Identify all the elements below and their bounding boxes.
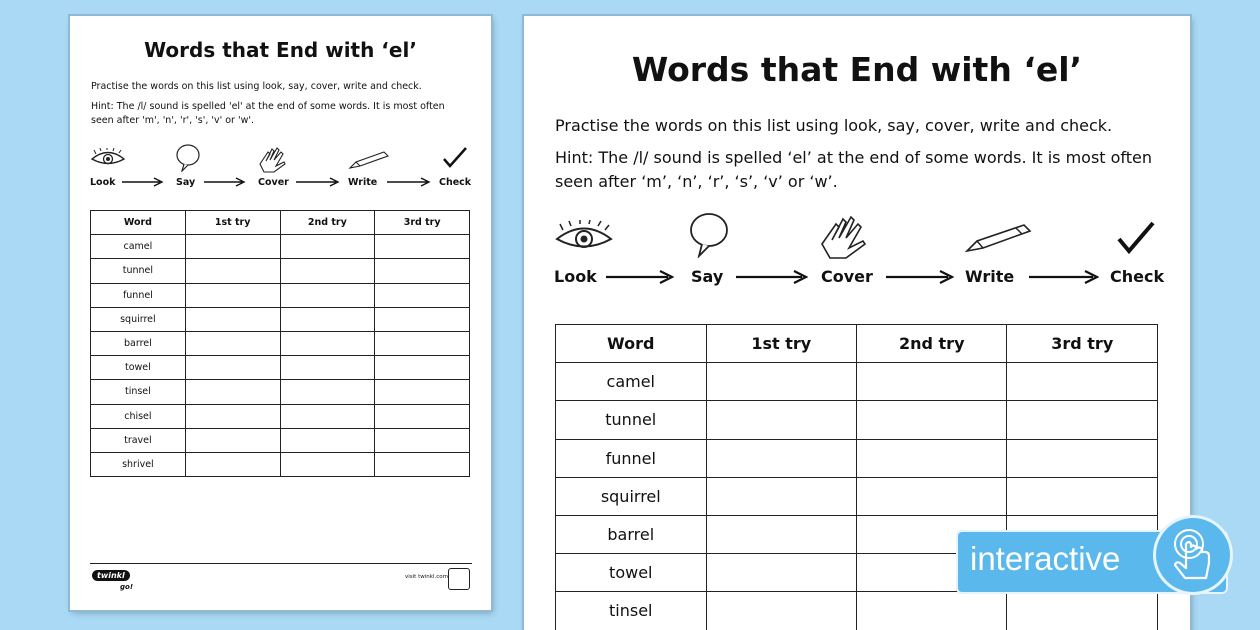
worksheet-intro — [91, 80, 481, 134]
hand-icon — [816, 212, 874, 260]
touch-hand-svg — [1156, 518, 1230, 592]
try-1-cell[interactable] — [706, 477, 856, 515]
try-1-cell[interactable] — [706, 401, 856, 439]
word-cell: tunnel — [91, 259, 186, 283]
footer-badge-icon — [448, 568, 470, 590]
header-word: Word — [91, 211, 186, 235]
try-1-cell[interactable] — [185, 307, 280, 331]
try-1-cell[interactable] — [185, 428, 280, 452]
touch-hand-icon[interactable] — [1156, 518, 1230, 592]
try-1-cell[interactable] — [706, 515, 856, 553]
table-row — [556, 592, 1158, 630]
table-row — [91, 380, 470, 404]
twinkl-logo — [92, 570, 130, 581]
table-header-row — [556, 325, 1158, 363]
try-2-cell[interactable] — [280, 452, 375, 476]
logo-text: twinkl — [97, 571, 125, 580]
table-row — [91, 307, 470, 331]
try-2-cell[interactable] — [280, 331, 375, 355]
logo-sub: go! — [120, 583, 134, 591]
step-say: Say — [691, 267, 724, 286]
table-row — [91, 356, 470, 380]
header-3rd-try: 3rd try — [375, 211, 470, 235]
instruction-text: Practise the words on this list using look, say, cover, write and check. — [91, 81, 422, 92]
step-look: Look — [554, 267, 597, 286]
table-row — [556, 477, 1158, 515]
word-cell: barrel — [556, 515, 707, 553]
worksheet-title: Words that End with ‘el’ — [631, 50, 1083, 89]
step-check: Check — [1110, 267, 1165, 286]
try-2-cell[interactable] — [857, 363, 1007, 401]
try-3-cell[interactable] — [375, 283, 470, 307]
try-1-cell[interactable] — [706, 592, 856, 630]
footer-url: visit twinkl.com — [405, 574, 448, 580]
eye-icon — [554, 220, 614, 254]
try-1-cell[interactable] — [185, 235, 280, 259]
try-3-cell[interactable] — [375, 331, 470, 355]
word-cell: funnel — [556, 439, 707, 477]
try-3-cell[interactable] — [1007, 477, 1158, 515]
try-3-cell[interactable] — [1007, 363, 1158, 401]
table-header-row — [91, 211, 470, 235]
try-3-cell[interactable] — [1007, 439, 1158, 477]
step-cover: Cover — [821, 267, 873, 286]
try-2-cell[interactable] — [280, 307, 375, 331]
table-row — [556, 363, 1158, 401]
try-3-cell[interactable] — [375, 356, 470, 380]
worksheet-footer — [90, 563, 472, 597]
try-2-cell[interactable] — [280, 259, 375, 283]
step-look: Look — [90, 177, 116, 188]
hint-text — [91, 100, 481, 128]
hint-text — [555, 146, 1175, 194]
interactive-label: interactive — [970, 540, 1121, 577]
step-check: Check — [439, 177, 472, 188]
word-cell: towel — [556, 554, 707, 592]
arrow-icon — [387, 177, 431, 187]
try-3-cell[interactable] — [375, 452, 470, 476]
header-word: Word — [556, 325, 707, 363]
try-1-cell[interactable] — [185, 259, 280, 283]
try-1-cell[interactable] — [185, 452, 280, 476]
arrow-icon — [296, 177, 340, 187]
try-2-cell[interactable] — [857, 477, 1007, 515]
word-cell: tinsel — [556, 592, 707, 630]
word-cell: tinsel — [91, 380, 186, 404]
table-row — [91, 452, 470, 476]
header-1st-try: 1st try — [185, 211, 280, 235]
pencil-icon — [964, 222, 1034, 254]
try-3-cell[interactable] — [1007, 592, 1158, 630]
table-row — [91, 404, 470, 428]
arrow-icon — [122, 177, 164, 187]
try-1-cell[interactable] — [706, 363, 856, 401]
try-2-cell[interactable] — [280, 283, 375, 307]
arrow-icon — [736, 270, 808, 284]
try-2-cell[interactable] — [280, 428, 375, 452]
hint-line-1: Hint: The /l/ sound is spelled ‘el’ at the end of some words. It is most often — [555, 148, 1153, 167]
arrow-icon — [606, 270, 674, 284]
eye-icon — [90, 148, 126, 168]
try-3-cell[interactable] — [375, 235, 470, 259]
try-1-cell[interactable] — [706, 439, 856, 477]
try-1-cell[interactable] — [706, 554, 856, 592]
header-1st-try: 1st try — [706, 325, 856, 363]
header-2nd-try: 2nd try — [280, 211, 375, 235]
arrow-icon — [1029, 270, 1099, 284]
speech-bubble-icon — [175, 144, 201, 172]
worksheet-intro — [555, 114, 1175, 202]
table-row — [556, 439, 1158, 477]
table-row — [91, 235, 470, 259]
table-row — [556, 401, 1158, 439]
step-write: Write — [965, 267, 1015, 286]
arrow-icon — [886, 270, 954, 284]
table-row — [91, 283, 470, 307]
try-2-cell[interactable] — [280, 235, 375, 259]
look-say-cover-write-check — [554, 212, 1164, 292]
hint-line-1: Hint: The /l/ sound is spelled 'el' at the end of some words. It is most often — [91, 101, 445, 112]
step-say: Say — [176, 177, 196, 188]
word-cell: squirrel — [91, 307, 186, 331]
checkmark-icon — [1116, 220, 1156, 256]
try-2-cell[interactable] — [857, 401, 1007, 439]
checkmark-icon — [442, 146, 468, 170]
try-3-cell[interactable] — [375, 404, 470, 428]
header-2nd-try: 2nd try — [857, 325, 1007, 363]
try-1-cell[interactable] — [185, 356, 280, 380]
hint-line-2: seen after ‘m’, ‘n’, ‘r’, ‘s’, ‘v’ or ‘w’. — [555, 172, 838, 191]
table-row — [91, 259, 470, 283]
word-cell: shrivel — [91, 452, 186, 476]
word-cell: chisel — [91, 404, 186, 428]
try-1-cell[interactable] — [185, 380, 280, 404]
table-row — [91, 331, 470, 355]
word-cell: squirrel — [556, 477, 707, 515]
step-write: Write — [348, 177, 378, 188]
try-2-cell[interactable] — [857, 439, 1007, 477]
speech-bubble-icon — [688, 212, 730, 258]
word-cell: camel — [556, 363, 707, 401]
worksheet-title: Words that End with ‘el’ — [144, 38, 417, 62]
spelling-table — [90, 210, 470, 477]
look-say-cover-write-check — [90, 144, 472, 190]
instruction-text: Practise the words on this list using look, say, cover, write and check. — [555, 116, 1113, 135]
worksheet-preview-small — [70, 16, 491, 610]
word-cell: camel — [91, 235, 186, 259]
try-3-cell[interactable] — [375, 259, 470, 283]
hint-line-2: seen after 'm', 'n', 'r', 's', 'v' or 'w'. — [91, 115, 254, 126]
try-3-cell[interactable] — [375, 307, 470, 331]
hand-icon — [256, 144, 290, 174]
try-3-cell[interactable] — [375, 380, 470, 404]
arrow-icon — [204, 177, 246, 187]
word-cell: tunnel — [556, 401, 707, 439]
try-3-cell[interactable] — [1007, 401, 1158, 439]
word-cell: towel — [91, 356, 186, 380]
try-2-cell[interactable] — [280, 356, 375, 380]
try-2-cell[interactable] — [280, 404, 375, 428]
try-1-cell[interactable] — [185, 283, 280, 307]
try-3-cell[interactable] — [375, 428, 470, 452]
header-3rd-try: 3rd try — [1007, 325, 1158, 363]
try-2-cell[interactable] — [857, 592, 1007, 630]
table-body — [91, 235, 470, 477]
pencil-icon — [348, 150, 390, 170]
word-cell: barrel — [91, 331, 186, 355]
table-row — [91, 428, 470, 452]
try-2-cell[interactable] — [280, 380, 375, 404]
try-1-cell[interactable] — [185, 331, 280, 355]
step-cover: Cover — [258, 177, 289, 188]
try-1-cell[interactable] — [185, 404, 280, 428]
word-cell: travel — [91, 428, 186, 452]
word-cell: funnel — [91, 283, 186, 307]
